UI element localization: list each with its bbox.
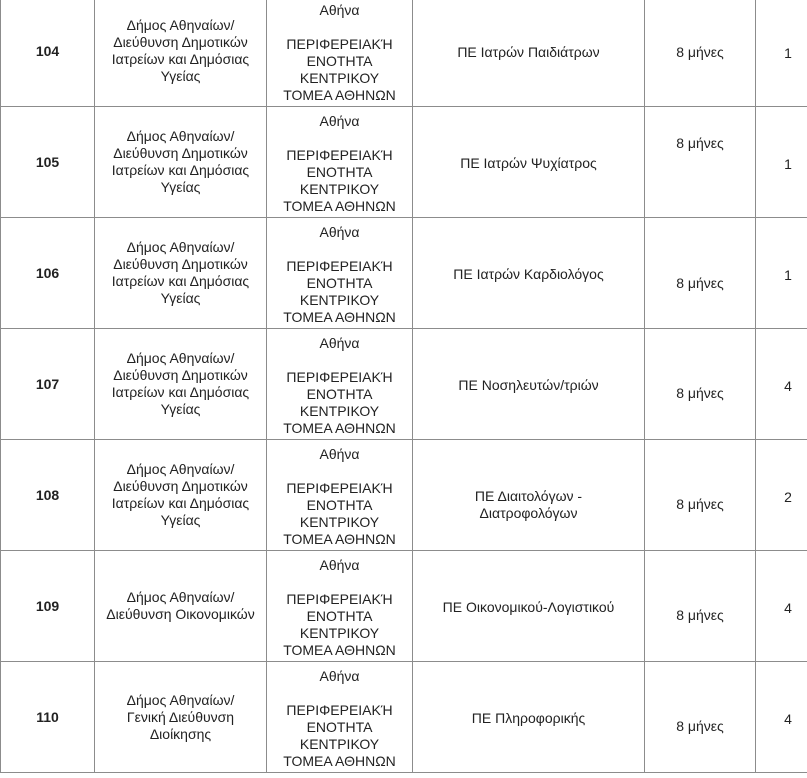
positions-count: 2: [784, 489, 792, 505]
specialty-line: ΠΕ Νοσηλευτών/τριών: [458, 377, 599, 393]
row-number: 105: [1, 107, 95, 218]
region-line: ΚΕΝΤΡΙΚΟΥ: [299, 625, 380, 641]
region-line: ΠΕΡΙΦΕΡΕΙΑΚΉ: [286, 480, 393, 496]
department-cell: [95, 107, 267, 218]
specialty-cell: [413, 218, 645, 329]
region-line: ΚΕΝΤΡΙΚΟΥ: [299, 292, 380, 308]
region-line: ΤΟΜΕΑ ΑΘΗΝΩΝ: [283, 420, 396, 436]
positions-count-cell: [756, 329, 807, 440]
region-line: ΚΕΝΤΡΙΚΟΥ: [299, 181, 380, 197]
region-line: ΠΕΡΙΦΕΡΕΙΑΚΉ: [286, 258, 393, 274]
department-line: Διεύθυνση Δημοτικών: [113, 367, 248, 383]
duration-cell: [645, 662, 756, 773]
department-cell: [95, 551, 267, 662]
region-line: ΠΕΡΙΦΕΡΕΙΑΚΉ: [286, 147, 393, 163]
region-line: ΕΝΟΤΗΤΑ: [306, 608, 373, 624]
department-line: Ιατρείων και Δημόσιας: [111, 273, 250, 289]
department-line: Γενική Διεύθυνση: [126, 708, 235, 725]
table-row: [1, 662, 807, 773]
department-line: Διοίκησης: [149, 725, 212, 742]
department-line: Δήμος Αθηναίων/: [126, 461, 235, 477]
specialty-line: ΠΕ Ιατρών Ψυχίατρος: [460, 155, 597, 171]
department-cell: [95, 662, 267, 773]
positions-count-cell: [756, 551, 807, 662]
region-line: ΤΟΜΕΑ ΑΘΗΝΩΝ: [283, 309, 396, 325]
city-name: Αθήνα: [319, 224, 360, 240]
department-cell: [95, 218, 267, 329]
duration-cell: [645, 440, 756, 551]
region-line: ΤΟΜΕΑ ΑΘΗΝΩΝ: [283, 198, 396, 214]
duration-value: 8 μήνες: [676, 275, 724, 291]
positions-count-cell: [756, 218, 807, 329]
region-line: ΤΟΜΕΑ ΑΘΗΝΩΝ: [283, 87, 396, 103]
region-name: [267, 480, 412, 548]
department-line: Δήμος Αθηναίων/: [126, 589, 235, 605]
department-line: Διεύθυνση Δημοτικών: [113, 34, 248, 50]
duration-value: 8 μήνες: [676, 607, 724, 623]
positions-count-cell: [756, 440, 807, 551]
department-line: Υγείας: [160, 512, 201, 528]
city-name: Αθήνα: [319, 668, 360, 684]
region-line: ΕΝΟΤΗΤΑ: [306, 386, 373, 402]
row-number: 107: [1, 329, 95, 440]
specialty-line: ΠΕ Οικονομικού-Λογιστικού: [442, 599, 615, 615]
department-line: Ιατρείων και Δημόσιας: [111, 51, 250, 67]
region-line: ΠΕΡΙΦΕΡΕΙΑΚΉ: [286, 591, 393, 607]
specialty-cell: [413, 329, 645, 440]
specialty-cell: [413, 440, 645, 551]
department-line: Δήμος Αθηναίων/: [126, 17, 235, 33]
region-name: [267, 147, 412, 215]
department-line: Διεύθυνση Οικονομικών: [106, 606, 255, 622]
duration-cell: [645, 107, 756, 218]
positions-count: 1: [784, 267, 792, 283]
region-line: ΚΕΝΤΡΙΚΟΥ: [299, 70, 380, 86]
row-number: 104: [1, 0, 95, 107]
table-row: [1, 329, 807, 440]
location-cell: [267, 440, 413, 551]
location-cell: [267, 107, 413, 218]
specialty-cell: [413, 0, 645, 107]
duration-cell: [645, 551, 756, 662]
region-name: [267, 702, 412, 770]
specialty-line: Διατροφολόγων: [479, 505, 578, 521]
location-cell: [267, 662, 413, 773]
city-name: Αθήνα: [319, 446, 360, 462]
positions-count: 4: [784, 378, 792, 394]
region-line: ΕΝΟΤΗΤΑ: [306, 719, 373, 735]
region-line: ΕΝΟΤΗΤΑ: [306, 275, 373, 291]
duration-cell: [645, 0, 756, 107]
region-line: ΕΝΟΤΗΤΑ: [306, 53, 373, 69]
region-line: ΚΕΝΤΡΙΚΟΥ: [299, 403, 380, 419]
positions-count: 1: [784, 156, 792, 172]
duration-value: 8 μήνες: [676, 385, 724, 401]
department-line: Υγείας: [160, 401, 201, 417]
department-line: Υγείας: [160, 290, 201, 306]
region-line: ΤΟΜΕΑ ΑΘΗΝΩΝ: [283, 642, 396, 658]
duration-value: 8 μήνες: [676, 718, 724, 734]
region-line: ΚΕΝΤΡΙΚΟΥ: [299, 514, 380, 530]
region-name: [267, 369, 412, 437]
duration-value: 8 μήνες: [676, 44, 724, 60]
location-cell: [267, 218, 413, 329]
department-line: Ιατρείων και Δημόσιας: [111, 495, 250, 511]
department-line: Υγείας: [160, 68, 201, 84]
duration-cell: [645, 329, 756, 440]
specialty-line: ΠΕ Πληροφορικής: [471, 710, 586, 726]
positions-count: 4: [784, 600, 792, 616]
positions-count-cell: [756, 0, 807, 107]
positions-count-cell: [756, 662, 807, 773]
department-line: Δήμος Αθηναίων/: [126, 128, 235, 144]
department-line: Ιατρείων και Δημόσιας: [111, 384, 250, 400]
department-cell: [95, 0, 267, 107]
region-line: ΕΝΟΤΗΤΑ: [306, 497, 373, 513]
city-name: Αθήνα: [319, 557, 360, 573]
positions-count-cell: [756, 107, 807, 218]
table-row: [1, 440, 807, 551]
duration-value: 8 μήνες: [676, 135, 724, 151]
department-line: Διεύθυνση Δημοτικών: [113, 256, 248, 272]
region-name: [267, 591, 412, 659]
row-number: 108: [1, 440, 95, 551]
region-line: ΚΕΝΤΡΙΚΟΥ: [299, 736, 380, 752]
region-line: ΠΕΡΙΦΕΡΕΙΑΚΉ: [286, 369, 393, 385]
department-line: Ιατρείων και Δημόσιας: [111, 162, 250, 178]
duration-cell: [645, 218, 756, 329]
specialty-line: ΠΕ Διαιτολόγων -: [474, 488, 583, 504]
location-cell: [267, 329, 413, 440]
region-line: ΠΕΡΙΦΕΡΕΙΑΚΉ: [286, 702, 393, 718]
positions-count: 4: [784, 711, 792, 727]
duration-value: 8 μήνες: [676, 496, 724, 512]
specialty-line: ΠΕ Ιατρών Καρδιολόγος: [453, 266, 604, 282]
department-line: Δήμος Αθηναίων/: [126, 350, 235, 366]
specialty-line: ΠΕ Ιατρών Παιδιάτρων: [457, 44, 600, 60]
department-line: Διεύθυνση Δημοτικών: [113, 478, 248, 494]
location-cell: [267, 551, 413, 662]
city-name: Αθήνα: [319, 335, 360, 351]
row-number: 106: [1, 218, 95, 329]
department-cell: [95, 440, 267, 551]
table-row: [1, 0, 807, 107]
table-row: [1, 107, 807, 218]
row-number: 109: [1, 551, 95, 662]
region-name: [267, 36, 412, 104]
positions-count: 1: [784, 45, 792, 61]
department-line: Δήμος Αθηναίων/: [126, 691, 235, 708]
department-line: Υγείας: [160, 179, 201, 195]
region-line: ΕΝΟΤΗΤΑ: [306, 164, 373, 180]
department-line: Δήμος Αθηναίων/: [126, 239, 235, 255]
location-cell: [267, 0, 413, 107]
specialty-cell: [413, 107, 645, 218]
city-name: Αθήνα: [319, 113, 360, 129]
region-line: ΤΟΜΕΑ ΑΘΗΝΩΝ: [283, 753, 396, 769]
table-row: [1, 218, 807, 329]
city-name: Αθήνα: [319, 2, 360, 18]
region-line: ΤΟΜΕΑ ΑΘΗΝΩΝ: [283, 531, 396, 547]
region-name: [267, 258, 412, 326]
department-cell: [95, 329, 267, 440]
specialty-cell: [413, 662, 645, 773]
table-row: [1, 551, 807, 662]
row-number: 110: [1, 662, 95, 773]
specialty-cell: [413, 551, 645, 662]
region-line: ΠΕΡΙΦΕΡΕΙΑΚΉ: [286, 36, 393, 52]
department-line: Διεύθυνση Δημοτικών: [113, 145, 248, 161]
